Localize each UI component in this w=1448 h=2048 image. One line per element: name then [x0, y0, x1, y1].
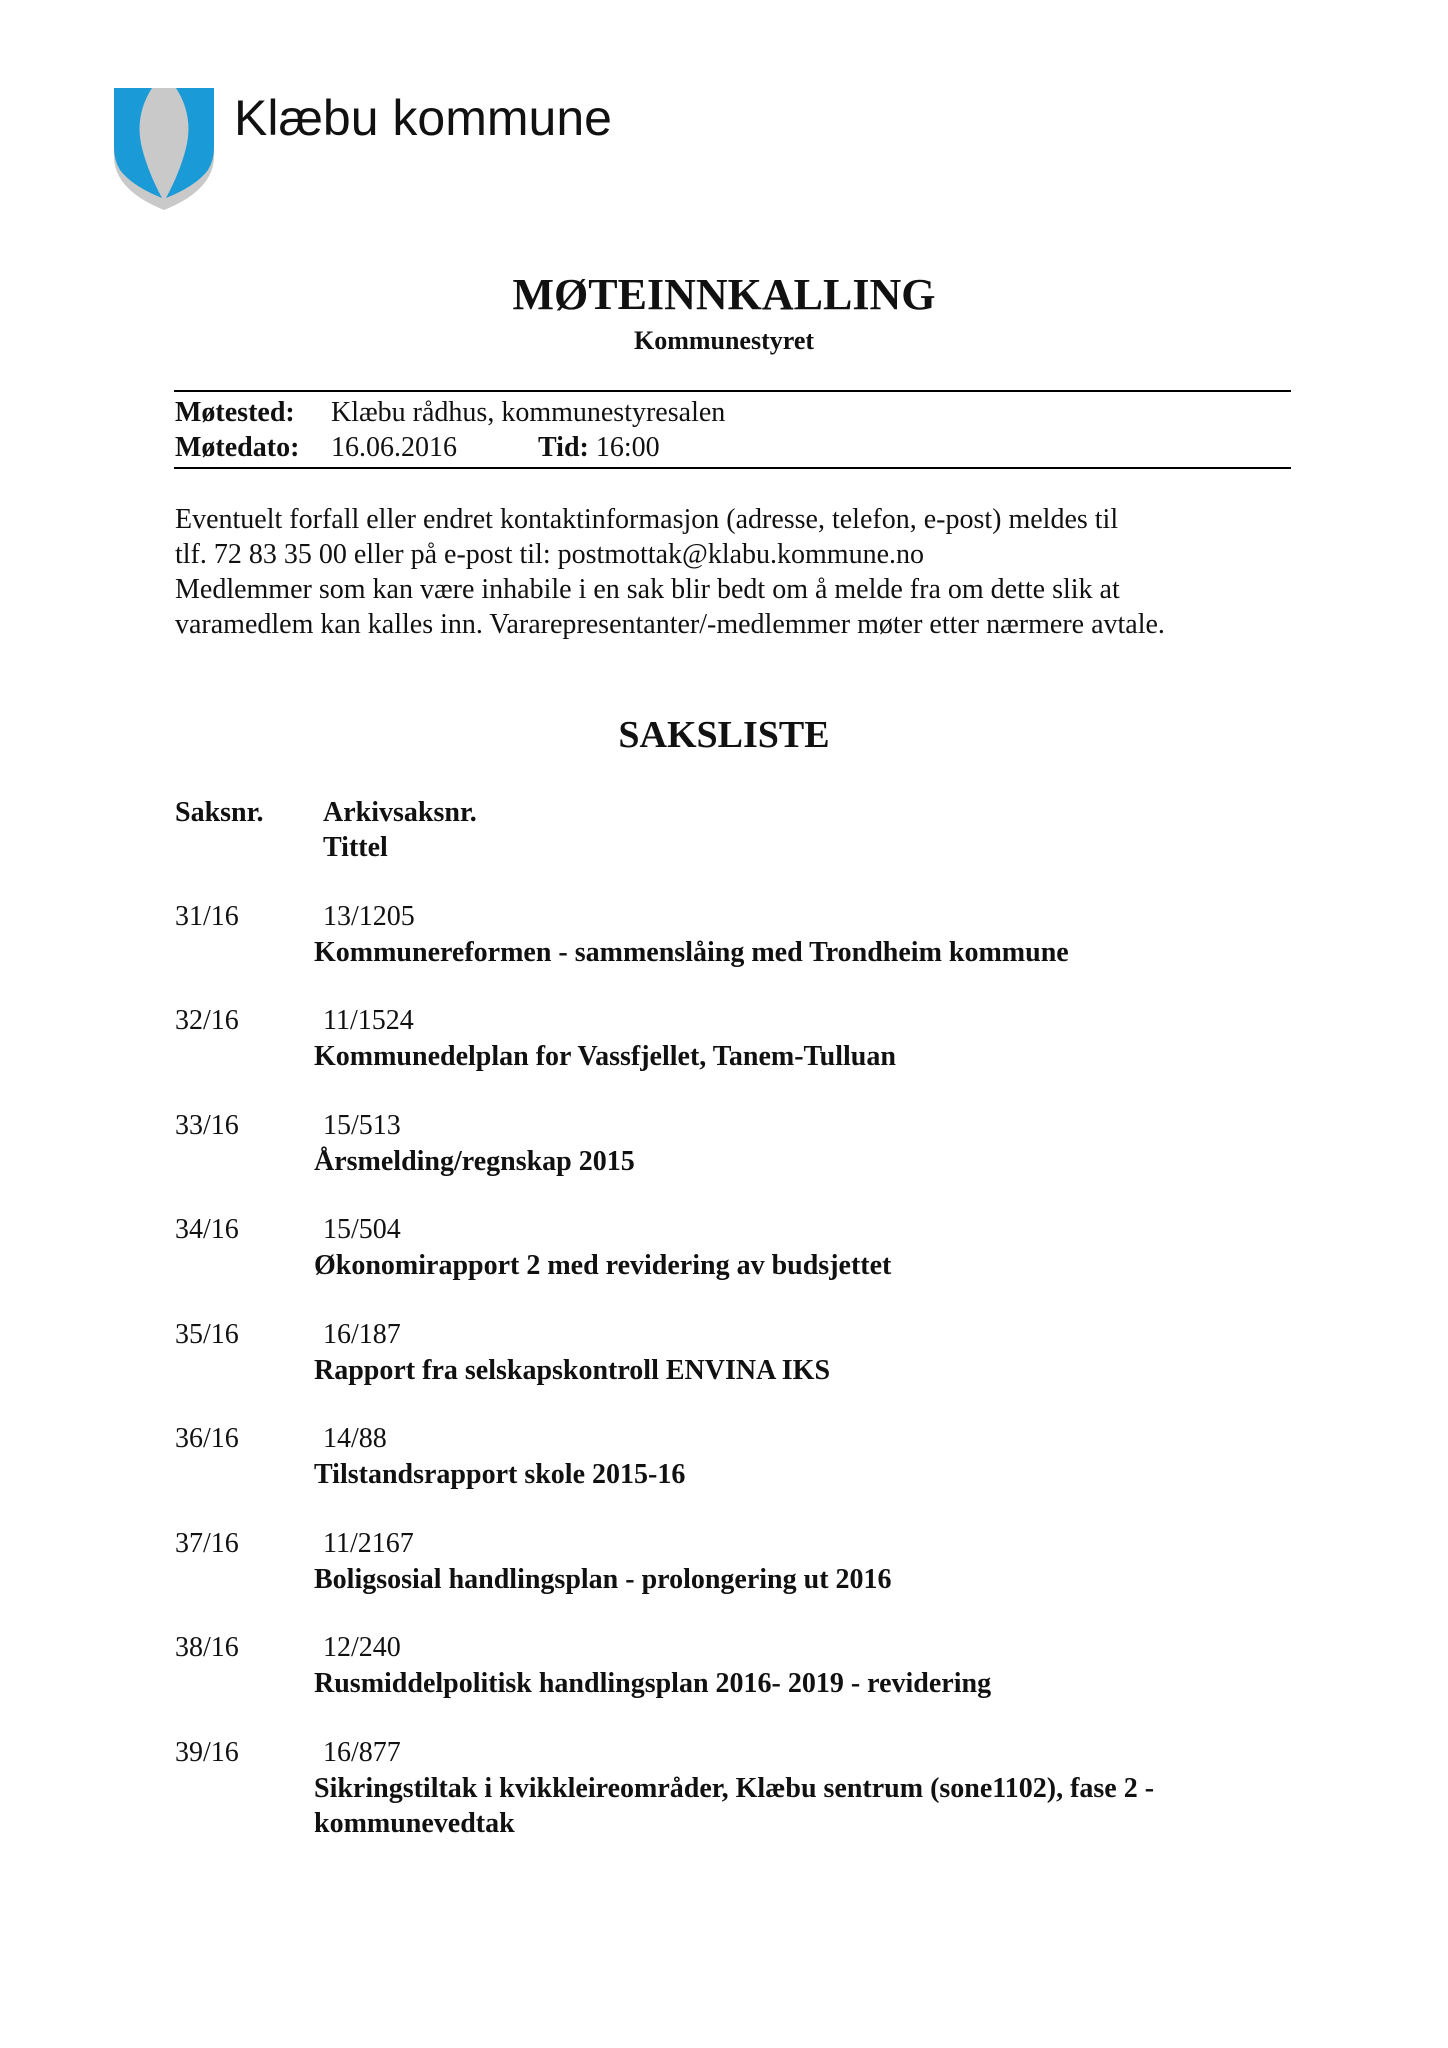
archive-number: 15/504	[323, 1214, 401, 1245]
meeting-place-value: Klæbu rådhus, kommunestyresalen	[331, 397, 726, 428]
case-title: Rusmiddelpolitisk handlingsplan 2016- 2019 - revidering	[314, 1668, 992, 1699]
document-title: MØTEINNKALLING	[512, 270, 936, 319]
archive-number: 11/1524	[323, 1005, 414, 1036]
notice-line: Eventuelt forfall eller endret kontaktinformasjon (adresse, telefon, e-post) meldes til	[175, 504, 1119, 535]
meeting-place-label: Møtested:	[175, 397, 295, 428]
notice-line: Medlemmer som kan være inhabile i en sak blir bedt om å melde fra om dette slik at	[175, 574, 1120, 605]
case-number: 31/16	[175, 901, 239, 932]
org-name: Klæbu kommune	[234, 90, 612, 146]
case-number: 36/16	[175, 1423, 239, 1454]
archive-number: 11/2167	[323, 1528, 414, 1559]
archive-number: 13/1205	[323, 901, 415, 932]
document-subtitle: Kommunestyret	[633, 326, 815, 355]
case-title: Sikringstiltak i kvikkleireområder, Klæbu sentrum (sone1102), fase 2 - kommunevedtak	[314, 1773, 1155, 1839]
column-header-tittel: Tittel	[323, 832, 388, 863]
case-number: 32/16	[175, 1005, 239, 1036]
case-number: 34/16	[175, 1214, 239, 1245]
archive-number: 15/513	[323, 1110, 401, 1141]
archive-number: 16/187	[323, 1319, 401, 1350]
case-title: Årsmelding/regnskap 2015	[314, 1146, 635, 1177]
meeting-date-row	[175, 431, 660, 465]
case-number: 35/16	[175, 1319, 239, 1350]
case-title: Økonomirapport 2 med revidering av budsjettet	[314, 1250, 892, 1281]
divider-top	[174, 390, 1291, 392]
meeting-time-value: 16:00	[595, 432, 660, 463]
case-number: 33/16	[175, 1110, 239, 1141]
case-title: Kommunereformen - sammenslåing med Trondheim kommune	[314, 937, 1069, 968]
meeting-date-label: Møtedato:	[175, 432, 300, 463]
notice-line: tlf. 72 83 35 00 eller på e-post til: postmottak@klabu.kommune.no	[175, 539, 925, 570]
case-number: 38/16	[175, 1632, 239, 1663]
archive-number: 16/877	[323, 1737, 401, 1768]
case-title: Tilstandsrapport skole 2015-16	[314, 1459, 686, 1490]
case-title: Rapport fra selskapskontroll ENVINA IKS	[314, 1355, 831, 1386]
case-title: Boligsosial handlingsplan - prolongering ut 2016	[314, 1564, 892, 1595]
meeting-date-value: 16.06.2016	[331, 432, 457, 463]
meeting-place-row	[175, 396, 725, 430]
case-title: Kommunedelplan for Vassfjellet, Tanem-Tulluan	[314, 1041, 896, 1072]
meeting-time-label: Tid:	[538, 432, 589, 463]
notice-line: varamedlem kan kalles inn. Vararepresentanter/-medlemmer møter etter nærmere avtale.	[175, 609, 1165, 640]
archive-number: 12/240	[323, 1632, 401, 1663]
column-header-saksnr: Saksnr.	[175, 797, 264, 828]
case-list-heading: SAKSLISTE	[618, 714, 830, 756]
coat-of-arms-icon	[112, 86, 216, 212]
column-header-arkivsaksnr: Arkivsaksnr.	[323, 797, 477, 828]
archive-number: 14/88	[323, 1423, 387, 1454]
case-number: 39/16	[175, 1737, 239, 1768]
divider-bottom	[174, 467, 1291, 469]
case-number: 37/16	[175, 1528, 239, 1559]
notice-text	[175, 502, 1295, 642]
